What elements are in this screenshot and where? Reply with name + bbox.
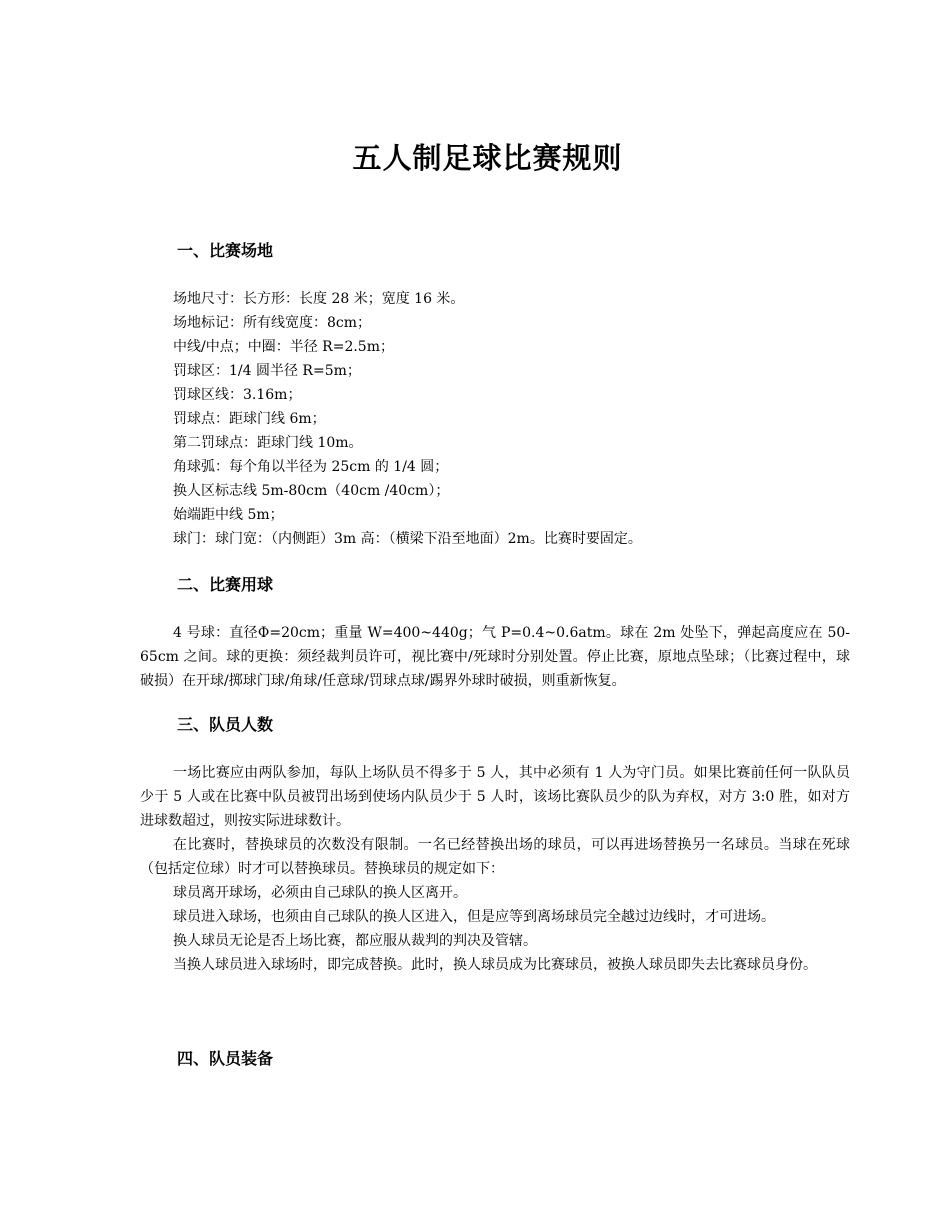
paragraph: 球员离开球场，必须由自己球队的换人区离开。: [173, 885, 467, 901]
text-line: 球门：球门宽：（内侧距）3m 高：（横梁下沿至地面）2m。比赛时要固定。: [173, 531, 642, 547]
text-line: 第二罚球点：距球门线 10m。: [173, 435, 363, 451]
text-line: 罚球区线：3.16m；: [173, 387, 302, 403]
section-heading-ball: 二、比赛用球: [177, 575, 274, 594]
section-heading-players: 三、队员人数: [177, 715, 274, 734]
section-body-ball: [140, 621, 850, 693]
text-line: 罚球区：1/4 圆半径 R=5m；: [173, 363, 361, 379]
page-title: 五人制足球比赛规则: [352, 141, 623, 175]
text-line: 角球弧：每个角以半径为 25cm 的 1/4 圆；: [173, 459, 449, 475]
section-heading-venue: 一、比赛场地: [177, 241, 274, 260]
section-body-venue: [140, 287, 850, 551]
text-line: 始端距中线 5m；: [173, 507, 284, 523]
paragraph: 一场比赛应由两队参加，每队上场队员不得多于 5 人，其中必须有 1 人为守门员。如果比赛前任何一队队员少于 5 人或在比赛中队员被罚出场到使场内队员少于 5 人时，该场比赛队员少的队为弃权，对方 3:0 胜，如对方进球数超过，则按实际进球数计。: [140, 765, 850, 829]
paragraph: 当换人球员进入球场时，即完成替换。此时，换人球员成为比赛球员，被换人球员即失去比赛球员身份。: [173, 957, 817, 973]
paragraph: 球员进入球场，也须由自己球队的换人区进入，但是应等到离场球员完全越过边线时，才可进场。: [173, 909, 775, 925]
section-heading-equipment: 四、队员装备: [177, 1049, 274, 1068]
paragraph: 4 号球：直径Φ=20cm；重量 W=400~440g；气 P=0.4~0.6atm。球在 2m 处坠下，弹起高度应在 50-65cm 之间。球的更换：须经裁判员许可，视比赛中/死球时分别处置。停止比赛，原地点坠球；（比赛过程中，球破损）在开球/掷球门球/角球/任意球/罚球点球/踢界外球时破损，则重新恢复。: [140, 625, 850, 689]
text-line: 换人区标志线 5m-80cm（40cm /40cm）；: [173, 483, 450, 499]
text-line: 场地标记：所有线宽度：8cm；: [173, 315, 372, 331]
paragraph: 换人球员无论是否上场比赛，都应服从裁判的判决及管辖。: [173, 933, 537, 949]
text-line: 罚球点：距球门线 6m；: [173, 411, 326, 427]
paragraph: 在比赛时，替换球员的次数没有限制。一名已经替换出场的球员，可以再进场替换另一名球员。当球在死球（包括定位球）时才可以替换球员。替换球员的规定如下：: [140, 837, 850, 877]
text-line: 中线/中点；中圈：半径 R=2.5m；: [173, 339, 394, 355]
text-line: 场地尺寸：长方形：长度 28 米；宽度 16 米。: [173, 291, 465, 307]
section-body-players: [140, 761, 850, 977]
